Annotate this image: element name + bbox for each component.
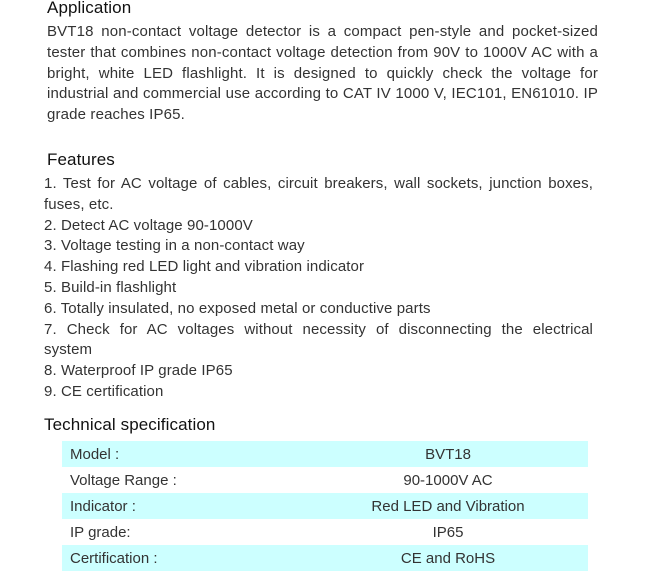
spec-value: BVT18	[308, 441, 588, 467]
features-list	[44, 174, 593, 403]
feature-item: 1. Test for AC voltage of cables, circuit breakers, wall sockets, junction boxes, fuses, etc.	[44, 175, 593, 213]
technical-specification-heading: Technical specification	[44, 415, 216, 434]
spec-label: Model :	[62, 441, 308, 467]
spec-label: IP grade:	[70, 523, 131, 541]
application-heading: Application	[47, 0, 132, 17]
spec-row-model	[62, 441, 588, 467]
feature-item: 5. Build-in flashlight	[44, 278, 177, 296]
feature-item: 6. Totally insulated, no exposed metal or conductive parts	[44, 299, 431, 317]
spec-value: CE and RoHS	[308, 545, 588, 571]
spec-row-ip-grade	[62, 519, 588, 545]
spec-row-voltage-range	[62, 467, 588, 493]
feature-item: 4. Flashing red LED light and vibration indicator	[44, 258, 365, 276]
feature-item: 2. Detect AC voltage 90-1000V	[44, 216, 253, 234]
feature-item: 7. Check for AC voltages without necessity of disconnecting the electrical system	[44, 320, 593, 359]
feature-item: 8. Waterproof IP grade IP65	[44, 362, 233, 380]
spec-row-certification	[62, 545, 588, 571]
spec-label: Voltage Range :	[70, 471, 177, 489]
feature-item: 9. CE certification	[44, 382, 164, 400]
feature-item: 3. Voltage testing in a non-contact way	[44, 237, 305, 255]
spec-value: IP65	[432, 523, 464, 541]
spec-row-indicator	[62, 493, 588, 519]
spec-value: Red LED and Vibration	[308, 493, 588, 519]
features-heading: Features	[47, 150, 115, 169]
application-paragraph: BVT18 non-contact voltage detector is a compact pen-style and pocket-sized tester that combines non-contact voltage detection from 90V to 1000V AC with a bright, white LED flashlight. It is designed to quickly check the voltage for industrial and commercial use according to CAT IV 1000 V, IEC101, EN61010. IP grade reaches IP65.	[47, 23, 598, 124]
spec-table	[62, 441, 588, 571]
spec-value: 90-1000V AC	[403, 471, 493, 489]
spec-label: Indicator :	[62, 493, 308, 519]
spec-label: Certification :	[62, 545, 308, 571]
